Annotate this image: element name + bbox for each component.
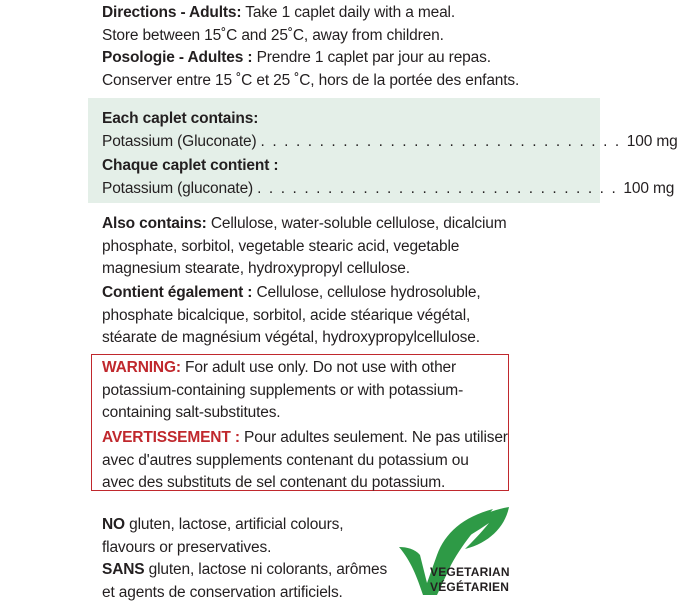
vegetarian-fr-text: VÉGÉTARIEN bbox=[430, 580, 509, 594]
contents-section bbox=[102, 108, 502, 200]
ingredient-fr-name: Potassium (gluconate) bbox=[102, 178, 253, 201]
posologie-section bbox=[102, 47, 519, 92]
ingredient-en-name: Potassium (Gluconate) bbox=[102, 131, 257, 154]
contient-section bbox=[102, 282, 481, 350]
also-contains-en-line1: Cellulose, water-soluble cellulose, dicalcium bbox=[207, 215, 507, 232]
free-from-fr-line2: et agents de conservation artificiels. bbox=[102, 582, 387, 604]
free-from-en-label: NO bbox=[102, 516, 125, 533]
ingredient-fr-amount: 100 mg bbox=[623, 178, 674, 201]
vegetarian-en-text: VEGETARIAN bbox=[430, 565, 510, 579]
contents-fr-heading: Chaque caplet contient : bbox=[102, 155, 502, 178]
free-from-fr-label: SANS bbox=[102, 561, 144, 578]
also-contains-section bbox=[102, 213, 507, 281]
directions-en-text: Take 1 caplet daily with a meal. bbox=[241, 4, 455, 21]
ingredient-row-fr bbox=[102, 178, 502, 201]
ingredient-en-amount: 100 mg bbox=[627, 131, 678, 154]
contents-en-heading: Each caplet contains: bbox=[102, 108, 502, 131]
free-from-en-line1: gluten, lactose, artificial colours, bbox=[125, 516, 343, 533]
free-from-en-line2: flavours or preservatives. bbox=[102, 537, 387, 560]
contient-fr-line1: Cellulose, cellulose hydrosoluble, bbox=[252, 284, 480, 301]
warning-fr-label: AVERTISSEMENT : bbox=[102, 429, 240, 446]
leader-dots: . . . . . . . . . . . . . . . . . . . . . . . . . . . . . . . bbox=[257, 178, 617, 201]
contient-fr-line2: phosphate bicalcique, sorbitol, acide stéarique végétal, bbox=[102, 305, 481, 328]
contient-fr-label: Contient également : bbox=[102, 284, 252, 301]
storage-fr-text: Conserver entre 15 ˚C et 25 ˚C, hors de la portée des enfants. bbox=[102, 70, 519, 93]
free-from-fr-line1: gluten, lactose ni colorants, arômes bbox=[144, 561, 387, 578]
warning-en-line2: potassium-containing supplements or with potassium- bbox=[102, 380, 463, 403]
contient-fr-line3: stéarate de magnésium végétal, hydroxypropylcellulose. bbox=[102, 327, 481, 350]
avertissement-section bbox=[102, 427, 508, 495]
directions-section bbox=[102, 2, 455, 47]
leader-dots: . . . . . . . . . . . . . . . . . . . . . . . . . . . . . . . bbox=[261, 131, 621, 154]
free-from-section bbox=[102, 514, 387, 604]
warning-en-label: WARNING: bbox=[102, 359, 181, 376]
ingredient-row-en bbox=[102, 131, 502, 154]
warning-en-line3: containing salt-substitutes. bbox=[102, 402, 463, 425]
warning-fr-line1: Pour adultes seulement. Ne pas utiliser bbox=[240, 429, 508, 446]
also-contains-en-line3: magnesium stearate, hydroxypropyl cellulose. bbox=[102, 258, 507, 281]
warning-en-line1: For adult use only. Do not use with other bbox=[181, 359, 456, 376]
posologie-fr-label: Posologie - Adultes : bbox=[102, 49, 252, 66]
directions-en-label: Directions - Adults: bbox=[102, 4, 241, 21]
warning-fr-line3: avec des substituts de sel contenant du potassium. bbox=[102, 472, 508, 495]
also-contains-en-line2: phosphate, sorbitol, vegetable stearic acid, vegetable bbox=[102, 236, 507, 259]
storage-en-text: Store between 15˚C and 25˚C, away from children. bbox=[102, 25, 455, 48]
also-contains-en-label: Also contains: bbox=[102, 215, 207, 232]
warning-section bbox=[102, 357, 463, 425]
posologie-fr-text: Prendre 1 caplet par jour au repas. bbox=[252, 49, 490, 66]
warning-fr-line2: avec d'autres supplements contenant du potassium ou bbox=[102, 450, 508, 473]
